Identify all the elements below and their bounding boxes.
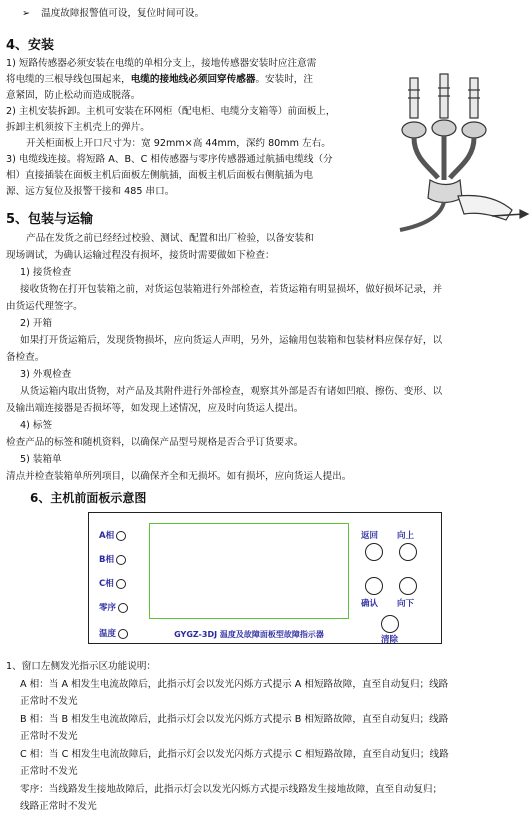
- led-a-label: A相: [99, 531, 115, 541]
- led-temp-label: 温度: [99, 629, 117, 639]
- s4-emphasis: 电缆的接地线必须回穿传感器: [130, 74, 256, 85]
- note-z-l2: 线路正常时不发光: [20, 801, 97, 812]
- s4-p1-l1: 1) 短路传感器必须安装在电缆的单相分支上，接地传感器安装时应注意需: [6, 58, 317, 69]
- back-button-label: 返回: [361, 531, 379, 541]
- note-z-l1: 零序：当线路发生接地故障后，此指示灯会以发光闪烁方式提示线路发生接地故障，直至自动复归；: [20, 783, 443, 795]
- note-c-l2: 正常时不发光: [20, 766, 78, 777]
- s5-item3-l1: 从货运箱内取出货物，对产品及其附件进行外部检查，观察其外部是否有诸如凹痕、擦伤、变形、以: [20, 386, 443, 397]
- s4-p2-l1: 2) 主机安装拆卸。主机可安装在环网柜（配电柜、电缆分支箱等）前面板上，: [6, 106, 336, 117]
- s5-item1-head: 1) 接货检查: [20, 267, 72, 278]
- s4-p3-l1: 3) 电缆线连接。将短路 A、B、C 相传感器与零序传感器通过航插电缆线（分: [6, 154, 333, 165]
- s5-intro-l1: 产品在发货之前已经经过校验、测试、配置和出厂检验，以备安装和: [26, 233, 314, 244]
- s4-p2-l2: 拆卸主机须按下主机壳上的弹片。: [6, 122, 150, 133]
- s5-item3-head: 3) 外观检查: [20, 369, 72, 380]
- s4-p1-l3: 意紧固，防止松动而造成脱落。: [6, 90, 141, 101]
- down-button[interactable]: [399, 577, 417, 595]
- note-b-l1: B 相：当 B 相发生电流故障后，此指示灯会以发光闪烁方式提示 B 相短路故障，直至自动复归；线路: [20, 713, 449, 725]
- s5-item5-l1: 清点并检查装箱单所列项目，以确保齐全和无损坏。如有损坏，应向货运人提出。: [6, 471, 352, 482]
- note-a-l1: A 相：当 A 相发生电流故障后，此指示灯会以发光闪烁方式提示 A 相短路故障，直至自动复归；线路: [20, 678, 449, 690]
- s4-p1-l2c: 。安装时，注: [255, 74, 313, 85]
- led-b: [99, 553, 126, 565]
- led-c: [99, 577, 126, 589]
- section-5-body: [6, 230, 526, 485]
- down-button-label: 向下: [397, 599, 415, 609]
- notes-heading: 1、窗口左侧发光指示区功能说明：: [6, 661, 157, 672]
- s4-p3-l3: 源、远方复位及报警干接和 485 串口。: [6, 186, 175, 197]
- s5-item1-l2: 由货运代理签字。: [6, 301, 83, 312]
- s5-item5-head: 5) 装箱单: [20, 454, 62, 465]
- s4-p1-l2a: 将电缆的三根导线包围起来，: [6, 74, 131, 85]
- note-a-l2: 正常时不发光: [20, 696, 78, 707]
- s4-p1-l2: [6, 72, 368, 88]
- led-zero-indicator-icon: [118, 603, 128, 613]
- s5-item3-l2: 及输出端连接器是否损坏等，如发现上述情况，应及时向货运人提出。: [6, 403, 304, 414]
- back-button[interactable]: [365, 543, 383, 561]
- up-button-label: 向上: [397, 531, 415, 541]
- bullet-marker: ➢: [22, 8, 31, 19]
- s5-item2-l2: 备检查。: [6, 352, 45, 363]
- bullet-text: 温度故障报警值可设，复位时间可设。: [41, 8, 205, 19]
- s5-item1-l1: 接收货物在打开包装箱之前，对货运包装箱进行外部检查，若货运箱有明显损坏，做好损坏记录，并: [20, 284, 443, 295]
- led-a-indicator-icon: [116, 531, 126, 541]
- led-b-label: B相: [99, 555, 114, 565]
- s5-intro-l2: 现场调试，为确认运输过程没有损坏，接货时需要做如下检查：: [6, 250, 275, 261]
- confirm-button-label: 确认: [361, 599, 379, 609]
- note-c-l1: C 相：当 C 相发生电流故障后，此指示灯会以发光闪烁方式提示 C 相短路故障，直至自动复归；线路: [20, 748, 449, 760]
- led-temp-indicator-icon: [118, 629, 128, 639]
- lcd-display: [149, 523, 349, 619]
- led-b-indicator-icon: [116, 555, 126, 565]
- section-6-title: 6、主机前面板示意图: [30, 491, 147, 505]
- s5-item4-l1: 检查产品的标签和随机资料，以确保产品型号规格是否合乎订货要求。: [6, 437, 304, 448]
- section-4-body: [6, 56, 368, 200]
- top-bullet: [22, 8, 204, 20]
- s5-item2-head: 2) 开箱: [20, 318, 53, 329]
- note-b-l2: 正常时不发光: [20, 731, 78, 742]
- section-5-title: 5、包装与运输: [6, 212, 94, 227]
- s5-item2-l1: 如果打开货运箱后，发现货物损坏，应向货运人声明，另外，运输用包装箱和包装材料应保存好，以: [20, 335, 443, 346]
- s5-item4-head: 4) 标签: [20, 420, 53, 431]
- led-c-indicator-icon: [116, 579, 126, 589]
- panel-caption: GYGZ-3DJ 温度及故障面板型故障指示器: [174, 630, 324, 639]
- led-a: [99, 529, 126, 541]
- notes: [6, 658, 526, 816]
- s4-p3-l2: 相）直接插装在面板主机后面板左侧航插，面板主机后面板右侧航插为电: [6, 170, 313, 181]
- sensor-installation-illustration-icon: [380, 68, 530, 246]
- front-panel-diagram: [88, 512, 442, 644]
- led-c-label: C相: [99, 579, 114, 589]
- led-temp: [99, 627, 128, 639]
- section-4-title: 4、安装: [6, 38, 55, 53]
- led-zero-label: 零序: [99, 603, 117, 613]
- led-zero: [99, 601, 128, 613]
- up-button[interactable]: [399, 543, 417, 561]
- clear-button-label: 清除: [381, 635, 399, 645]
- clear-button[interactable]: [381, 615, 399, 633]
- s4-p2-l3: 开关柜面板上开口尺寸为：宽 92mm×高 44mm，深约 80mm 左右。: [26, 138, 331, 149]
- confirm-button[interactable]: [365, 577, 383, 595]
